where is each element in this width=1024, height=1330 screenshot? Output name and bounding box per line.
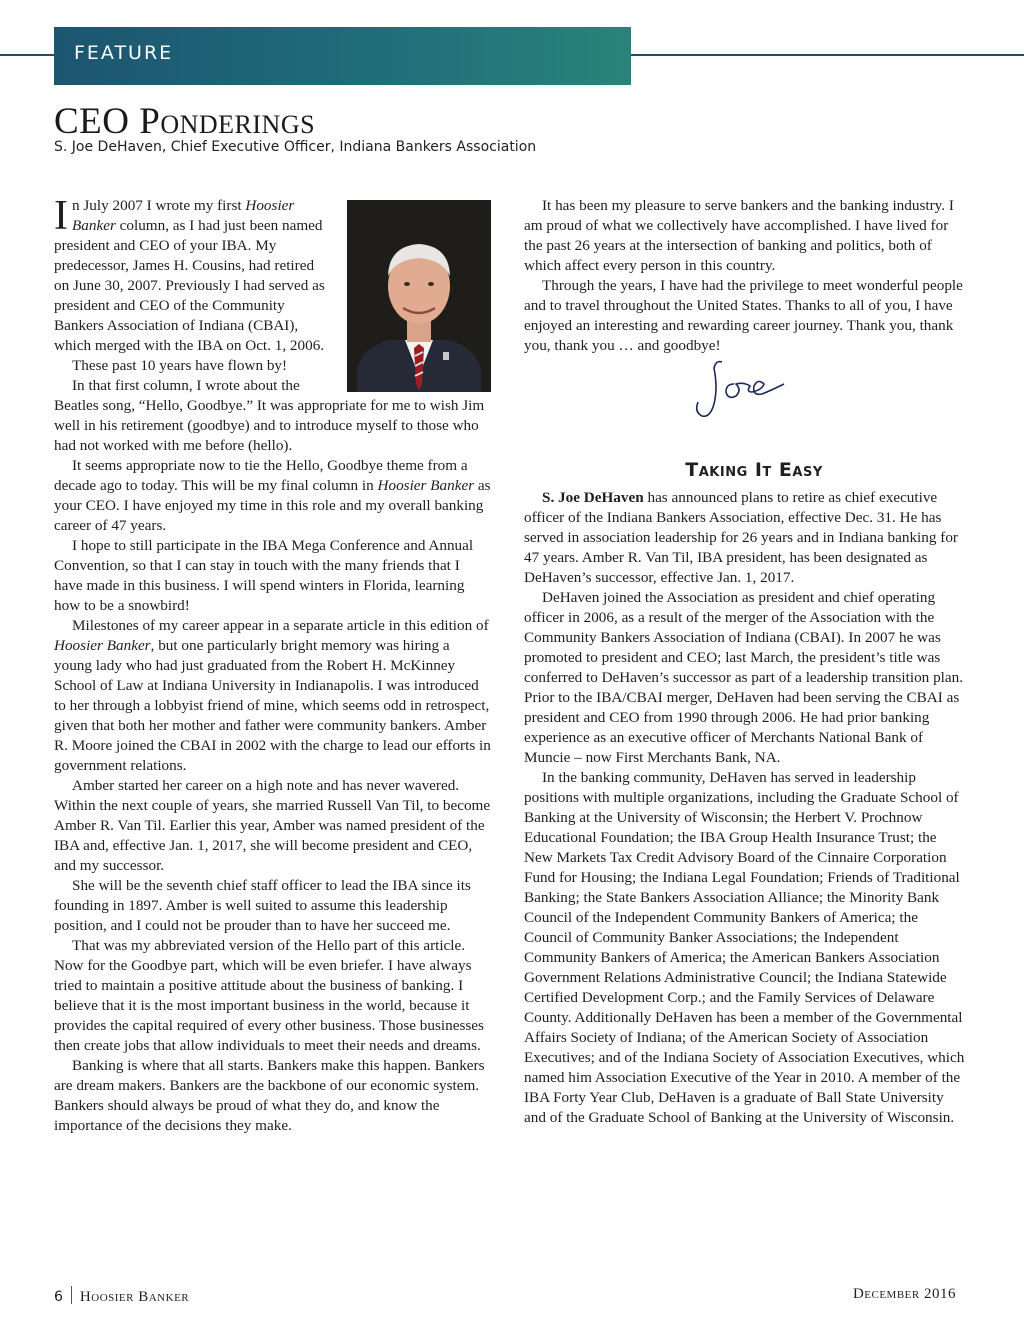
paragraph: Banking is where that all starts. Bankers make this happen. Bankers are dream makers. Bankers are the backbone of our economic system. Bankers should always be proud of what they do, and know the importance of the decisions they make. xyxy=(54,1057,485,1134)
publication-italic: Hoosier Banker xyxy=(377,477,475,494)
publication-italic: Hoosier Banker xyxy=(72,197,295,234)
paragraph: In that first column, I wrote about the Beatles song, “Hello, Goodbye.” It was appropriate for me to wish Jim well in his retirement (goodbye) and to introduce myself to those who had not worked with me before (hello). xyxy=(54,377,485,454)
paragraph: DeHaven joined the Association as president and chief operating officer in 2006, as a result of the merger of the Association with the Community Bankers Association of Indiana (CBAI). In 2007 he was promoted to president and CEO; last March, the president’s title was conferred to DeHaven’s successor as part of a leadership transition plan. Prior to the IBA/CBAI merger, DeHaven had been serving the CBAI as president and CEO from 1990 through 2006. He had prior banking experience as an executive officer of Merchants National Bank of Muncie – now First Merchants Bank, NA. xyxy=(524,589,964,766)
section-heading: Taking It Easy xyxy=(685,459,823,481)
paragraph: S. Joe DeHaven has announced plans to retire as chief executive officer of the Indiana Bankers Association, effective Dec. 31. He has served in association leadership for 26 years and in Indiana banking for 47 years. Amber R. Van Til, IBA president, has been designated as DeHaven’s successor, effective Jan. 1, 2017. xyxy=(524,489,958,586)
paragraph: These past 10 years have flown by! xyxy=(72,357,288,374)
footer-divider xyxy=(71,1286,72,1304)
paragraph: I hope to still participate in the IBA Mega Conference and Annual Convention, so that I can stay in touch with the many friends that I have made in this business. I will spend winters in Florida, learning how to be a snowbird! xyxy=(54,537,474,614)
paragraph: It has been my pleasure to serve bankers and the banking industry. I am proud of what we collectively have accomplished. I have lived for the past 26 years at the intersection of banking and politics, both of which affect every person in this country. xyxy=(524,197,954,274)
paragraph: In the banking community, DeHaven has served in leadership positions with multiple organizations, including the Graduate School of Banking at the University of Wisconsin; the Herbert V. Prochnow Educational Foundation; the IBA Group Health Insurance Trust; the New Markets Tax Credit Advisory Board of the Cinnaire Corporation Fund for Housing; the Indiana Legal Foundation; Friends of Traditional Banking; the State Bankers Association Alliance; the Minority Bank Council of the Independent Community Bankers of America; the Council of Community Banker Associations; the Independent Community Bankers of America; the American Bankers Association Government Relations Administrative Council; the Indiana Statewide Certified Development Corp.; and the Family Services of Delaware County. Additionally DeHaven has been a member of the Governmental Affairs Society of Indiana; of the American Society of Association Executives; and of the Indiana Society of Association Executives, which named him Association Executive of the Year in 2010. A member of the IBA Forty Year Club, DeHaven is a graduate of Ball State University and of the Graduate School of Banking at the University of Wisconsin. xyxy=(524,769,965,1126)
paragraph: That was my abbreviated version of the Hello part of this article. Now for the Goodbye part, which will be even briefer. I have always tried to maintain a positive attitude about the business of banking. I believe that it is the most important business in the world, because it provides the capital required of every other business. Those businesses then create jobs that allow individuals to meet their needs and dreams. xyxy=(54,937,484,1054)
signature-joe xyxy=(692,358,792,422)
paragraph: She will be the seventh chief staff officer to lead the IBA since its founding in 1897. Amber is well suited to assume this leadership position, and I could not be prouder than to have her succeed me. xyxy=(54,877,471,934)
intro-paragraph: In July 2007 I wrote my first Hoosier Banker column, as I had just been named president and CEO of your IBA. My predecessor, James H. Cousins, had retired on June 30, 2007. Previously I had served as president and CEO of the Community Bankers Association of Indiana (CBAI), which merged with the IBA on Oct. 1, 2006. xyxy=(54,193,325,354)
section-label: FEATURE xyxy=(74,42,174,64)
paragraph: Milestones of my career appear in a separate article in this edition of Hoosier Banker, but one particularly bright memory was hiring a young lady who had just graduated from the Robert H. McKinney School of Law at Indiana University in Indianapolis. I was introduced to her through a lobbyist friend of mine, which seems odd in retrospect, given that both her mother and father were community bankers. Amber R. Moore joined the CBAI in 2002 with the charge to lead our efforts in government relations. xyxy=(54,617,491,774)
issue-date: December 2016 xyxy=(852,1286,956,1302)
right-column xyxy=(524,196,968,1128)
article-title: CEO Ponderings xyxy=(54,101,316,142)
page-footer xyxy=(54,1286,189,1306)
article-byline: S. Joe DeHaven, Chief Executive Officer, Indiana Bankers Association xyxy=(54,139,537,155)
publication-name: Hoosier Banker xyxy=(79,1289,190,1305)
paragraph: Through the years, I have had the privilege to meet wonderful people and to travel throughout the United States. Thanks to all of you, I have enjoyed an interesting and rewarding career journey. Thank you, thank you, thank you … and goodbye! xyxy=(524,277,963,354)
drop-cap: I xyxy=(54,193,68,239)
portrait-photo xyxy=(347,200,491,392)
paragraph: It seems appropriate now to tie the Hello, Goodbye theme from a decade ago to today. This will be my final column in Hoosier Banker as your CEO. I have enjoyed my time in this role and my overall banking career of 47 years. xyxy=(54,457,491,534)
name-bold: S. Joe DeHaven xyxy=(542,489,644,506)
portrait-icon xyxy=(347,200,491,392)
publication-italic: Hoosier Banker xyxy=(54,637,151,654)
feature-banner xyxy=(54,27,631,85)
page-number: 6 xyxy=(54,1289,63,1305)
paragraph: Amber started her career on a high note and has never wavered. Within the next couple of years, she married Russell Van Til, to become Amber R. Van Til. Earlier this year, Amber was named president of the IBA and, effective Jan. 1, 2017, she will become president and CEO, and my successor. xyxy=(54,777,491,874)
left-column xyxy=(54,193,491,1136)
